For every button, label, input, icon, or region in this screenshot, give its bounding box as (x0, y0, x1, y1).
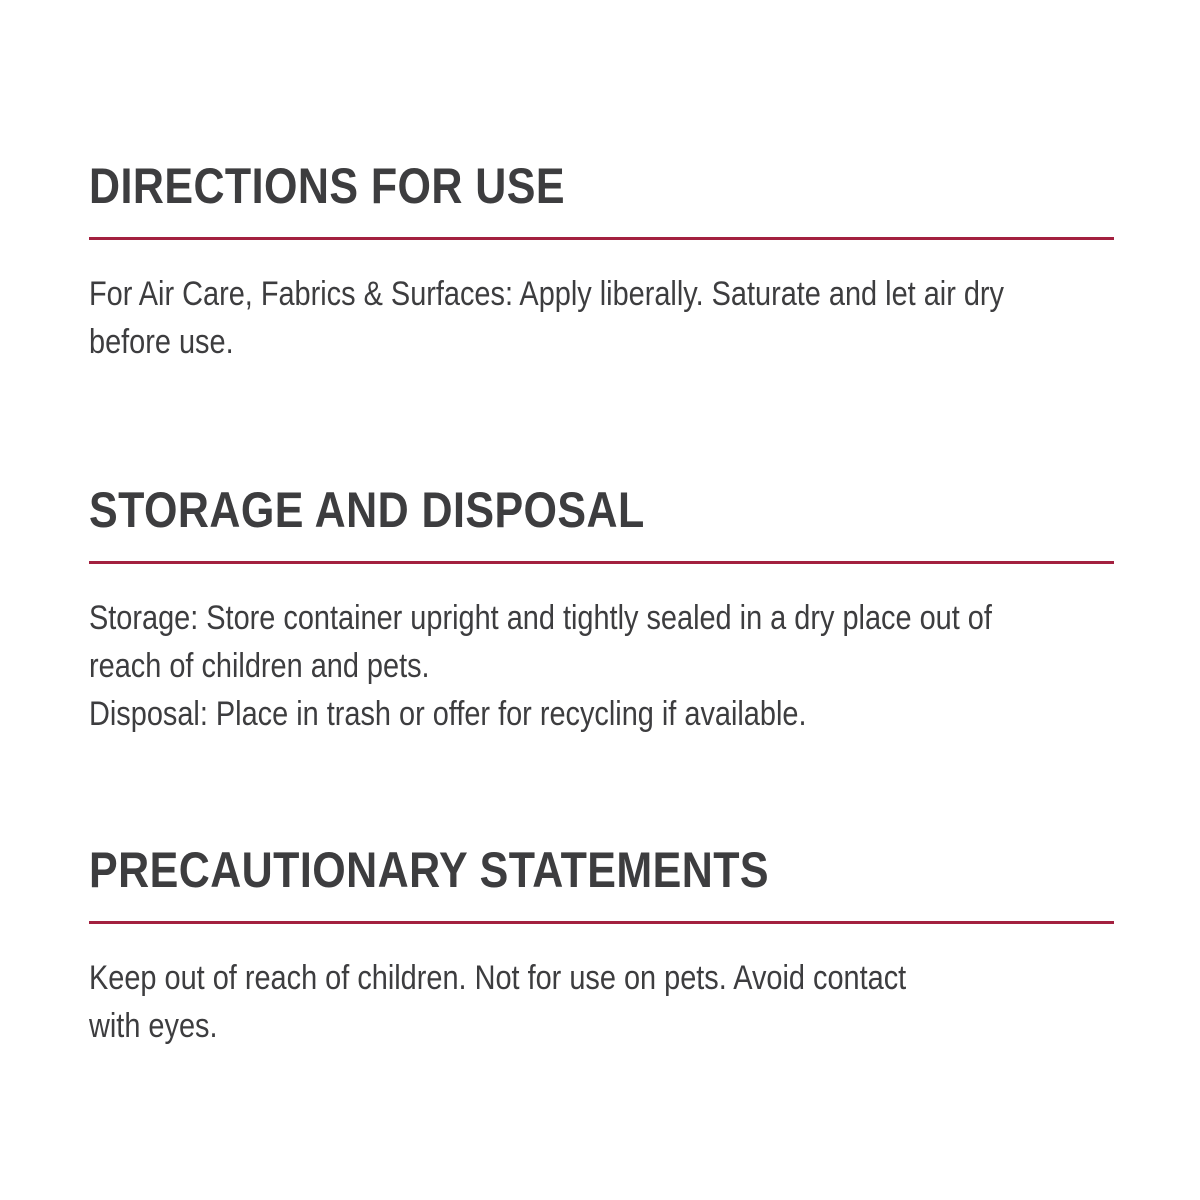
body-line: Disposal: Place in trash or offer for recycling if available. (89, 695, 807, 733)
body-line: Storage: Store container upright and tightly sealed in a dry place out of (89, 599, 992, 637)
section-heading: PRECAUTIONARY STATEMENTS (89, 842, 770, 898)
section-body (89, 954, 1092, 1050)
section-directions-for-use (89, 158, 1114, 366)
section-body (89, 270, 1092, 366)
section-divider (89, 237, 1114, 240)
body-line: Keep out of reach of children. Not for use on pets. Avoid contact (89, 959, 907, 997)
section-divider (89, 561, 1114, 564)
section-body (89, 594, 1092, 738)
body-line: reach of children and pets. (89, 647, 430, 685)
section-heading: STORAGE AND DISPOSAL (89, 482, 645, 538)
body-line: with eyes. (89, 1007, 218, 1045)
section-divider (89, 921, 1114, 924)
section-heading: DIRECTIONS FOR USE (89, 158, 565, 214)
section-storage-and-disposal (89, 482, 1114, 738)
section-precautionary-statements (89, 842, 1114, 1050)
body-line: before use. (89, 323, 234, 361)
body-line: For Air Care, Fabrics & Surfaces: Apply liberally. Saturate and let air dry (89, 275, 1005, 313)
